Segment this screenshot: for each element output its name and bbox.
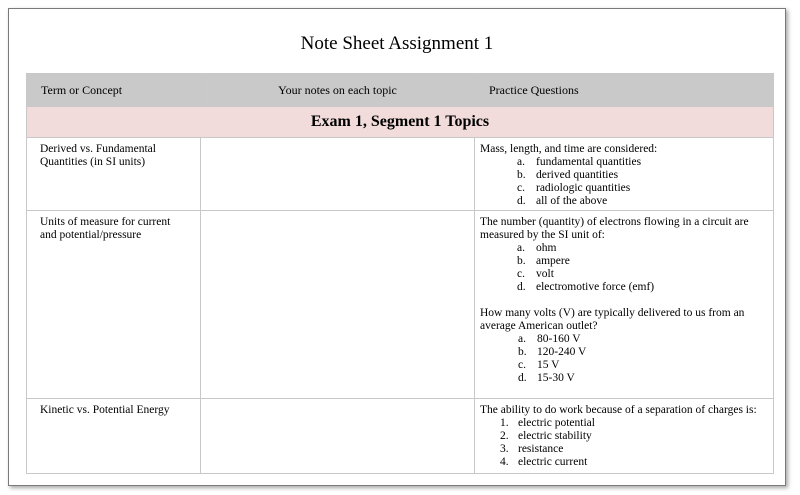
term-line: Quantities (in SI units) (40, 156, 146, 168)
term-line: Derived vs. Fundamental (40, 143, 156, 155)
term-line: and potential/pressure (40, 229, 142, 241)
table-row (27, 138, 774, 211)
answer-option: c. radiologic quantities (517, 182, 631, 194)
segment-title: Exam 1, Segment 1 Topics (27, 107, 774, 138)
answer-option: 3. resistance (500, 443, 564, 455)
answer-option: a. 80-160 V (518, 333, 581, 345)
answer-option: d. 15-30 V (518, 372, 575, 384)
segment-row (27, 107, 774, 138)
questions-cell (475, 138, 774, 211)
question-stem: How many volts (V) are typically delivered to us from an average American outlet? (480, 307, 745, 332)
notes-cell[interactable] (201, 399, 475, 474)
term-line: Units of measure for current (40, 216, 171, 228)
term-cell (27, 138, 201, 211)
answer-option: a. fundamental quantities (517, 156, 642, 168)
term-cell (27, 211, 201, 399)
answer-option: 4. electric current (500, 456, 588, 468)
header-notes: Your notes on each topic (201, 74, 475, 107)
term-cell (27, 399, 201, 474)
answer-option: 2. electric stability (500, 430, 592, 442)
answer-option: b. derived quantities (517, 169, 619, 181)
header-term: Term or Concept (27, 74, 201, 107)
notes-table (26, 73, 774, 474)
notes-cell[interactable] (201, 211, 475, 399)
question-stem: The number (quantity) of electrons flowing in a circuit are measured by the SI unit of: (480, 216, 749, 241)
questions-cell (475, 399, 774, 474)
document-title: Note Sheet Assignment 1 (300, 33, 494, 54)
answer-option: c. volt (517, 268, 554, 280)
answer-option: b. 120-240 V (518, 346, 587, 358)
question-stem: The ability to do work because of a separation of charges is: (480, 404, 757, 416)
question-stem: Mass, length, and time are considered: (480, 143, 658, 155)
table-row (27, 211, 774, 399)
table-row (27, 399, 774, 474)
answer-option: d. electromotive force (emf) (517, 281, 655, 293)
answer-option: c. 15 V (518, 359, 560, 371)
answer-option: d. all of the above (517, 195, 608, 207)
term-line: Kinetic vs. Potential Energy (40, 404, 170, 416)
notes-cell[interactable] (201, 138, 475, 211)
document-page (8, 8, 786, 486)
answer-option: a. ohm (517, 242, 557, 254)
header-questions: Practice Questions (475, 74, 774, 107)
questions-cell (475, 211, 774, 399)
header-row (27, 74, 774, 107)
answer-option: b. ampere (517, 255, 570, 267)
answer-option: 1. electric potential (500, 417, 595, 429)
